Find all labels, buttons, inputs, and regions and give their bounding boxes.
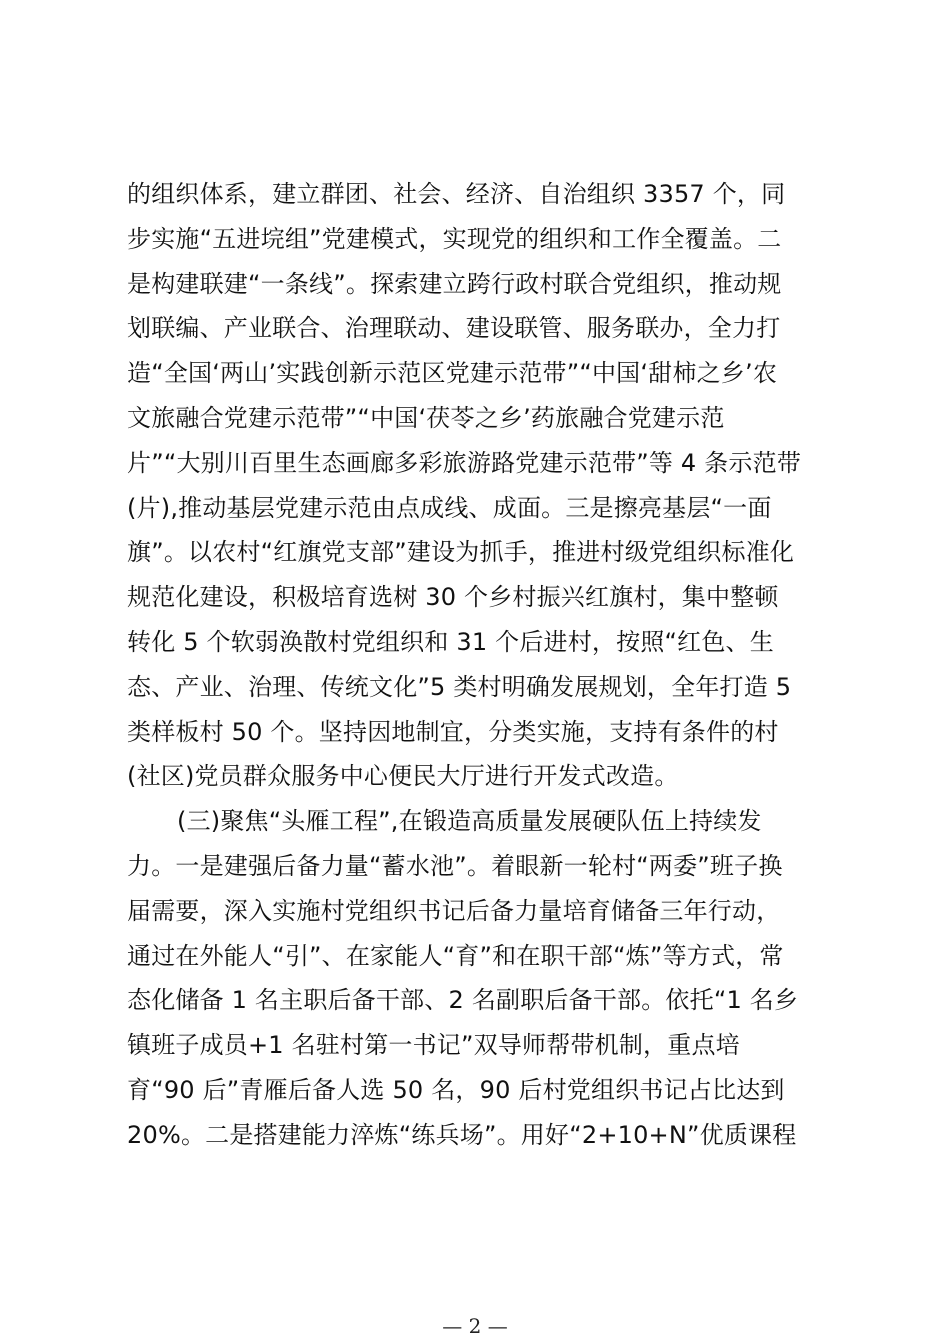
text-line: 是构建联建“一条线”。探索建立跨行政村联合党组织，推动规 — [127, 269, 782, 298]
page-number: — 2 — — [442, 1314, 508, 1338]
text-line: 育“90 后”青雁后备人选 50 名，90 后村党组织书记占比达到 — [127, 1075, 785, 1104]
section-heading-line: (三)聚焦“头雁工程”,在锻造高质量发展硬队伍上持续发 — [177, 807, 762, 836]
text-line: 文旅融合党建示范带”“中国‘茯苓之乡’药旅融合党建示范 — [127, 403, 725, 432]
text-line: 态、产业、治理、传统文化”5 类村明确发展规划，全年打造 5 — [127, 672, 792, 701]
body-text — [127, 172, 847, 1158]
text-line: 届需要，深入实施村党组织书记后备力量培育储备三年行动， — [127, 896, 781, 925]
text-line: 通过在外能人“引”、在家能人“育”和在职干部“炼”等方式，常 — [127, 941, 784, 970]
text-line: 的组织体系，建立群团、社会、经济、自治组织 3357 个，同 — [127, 180, 786, 208]
text-line: 类样板村 50 个。坚持因地制宜，分类实施，支持有条件的村 — [127, 717, 779, 746]
text-line: 转化 5 个软弱涣散村党组织和 31 个后进村，按照“红色、生 — [127, 627, 774, 656]
text-line: 步实施“五进垸组”党建模式，实现党的组织和工作全覆盖。二 — [127, 224, 782, 253]
text-line: (社区)党员群众服务中心便民大厅进行开发式改造。 — [127, 762, 679, 791]
text-line: 态化储备 1 名主职后备干部、2 名副职后备干部。依托“1 名乡 — [127, 986, 799, 1015]
text-line: 规范化建设，积极培育选树 30 个乡村振兴红旗村，集中整顿 — [127, 583, 779, 612]
text-line: 造“全国‘两山’实践创新示范区党建示范带”“中国‘甜柿之乡’农 — [127, 359, 778, 388]
text-line: 20%。二是搭建能力淬炼“练兵场”。用好“2+10+N”优质课程 — [127, 1120, 797, 1149]
text-line: 片”“大别川百里生态画廊多彩旅游路党建示范带”等 4 条示范带 — [127, 448, 802, 477]
text-line: 镇班子成员+1 名驻村第一书记”双导师帮带机制，重点培 — [127, 1031, 740, 1060]
text-line: (片),推动基层党建示范由点成线、成面。三是擦亮基层“一面 — [127, 493, 772, 522]
text-line: 旗”。以农村“红旗党支部”建设为抓手，推进村级党组织标准化 — [127, 538, 795, 567]
text-line: 力。一是建强后备力量“蓄水池”。着眼新一轮村“两委”班子换 — [127, 851, 783, 880]
text-line: 划联编、产业联合、治理联动、建设联管、服务联办，全力打 — [127, 314, 781, 343]
